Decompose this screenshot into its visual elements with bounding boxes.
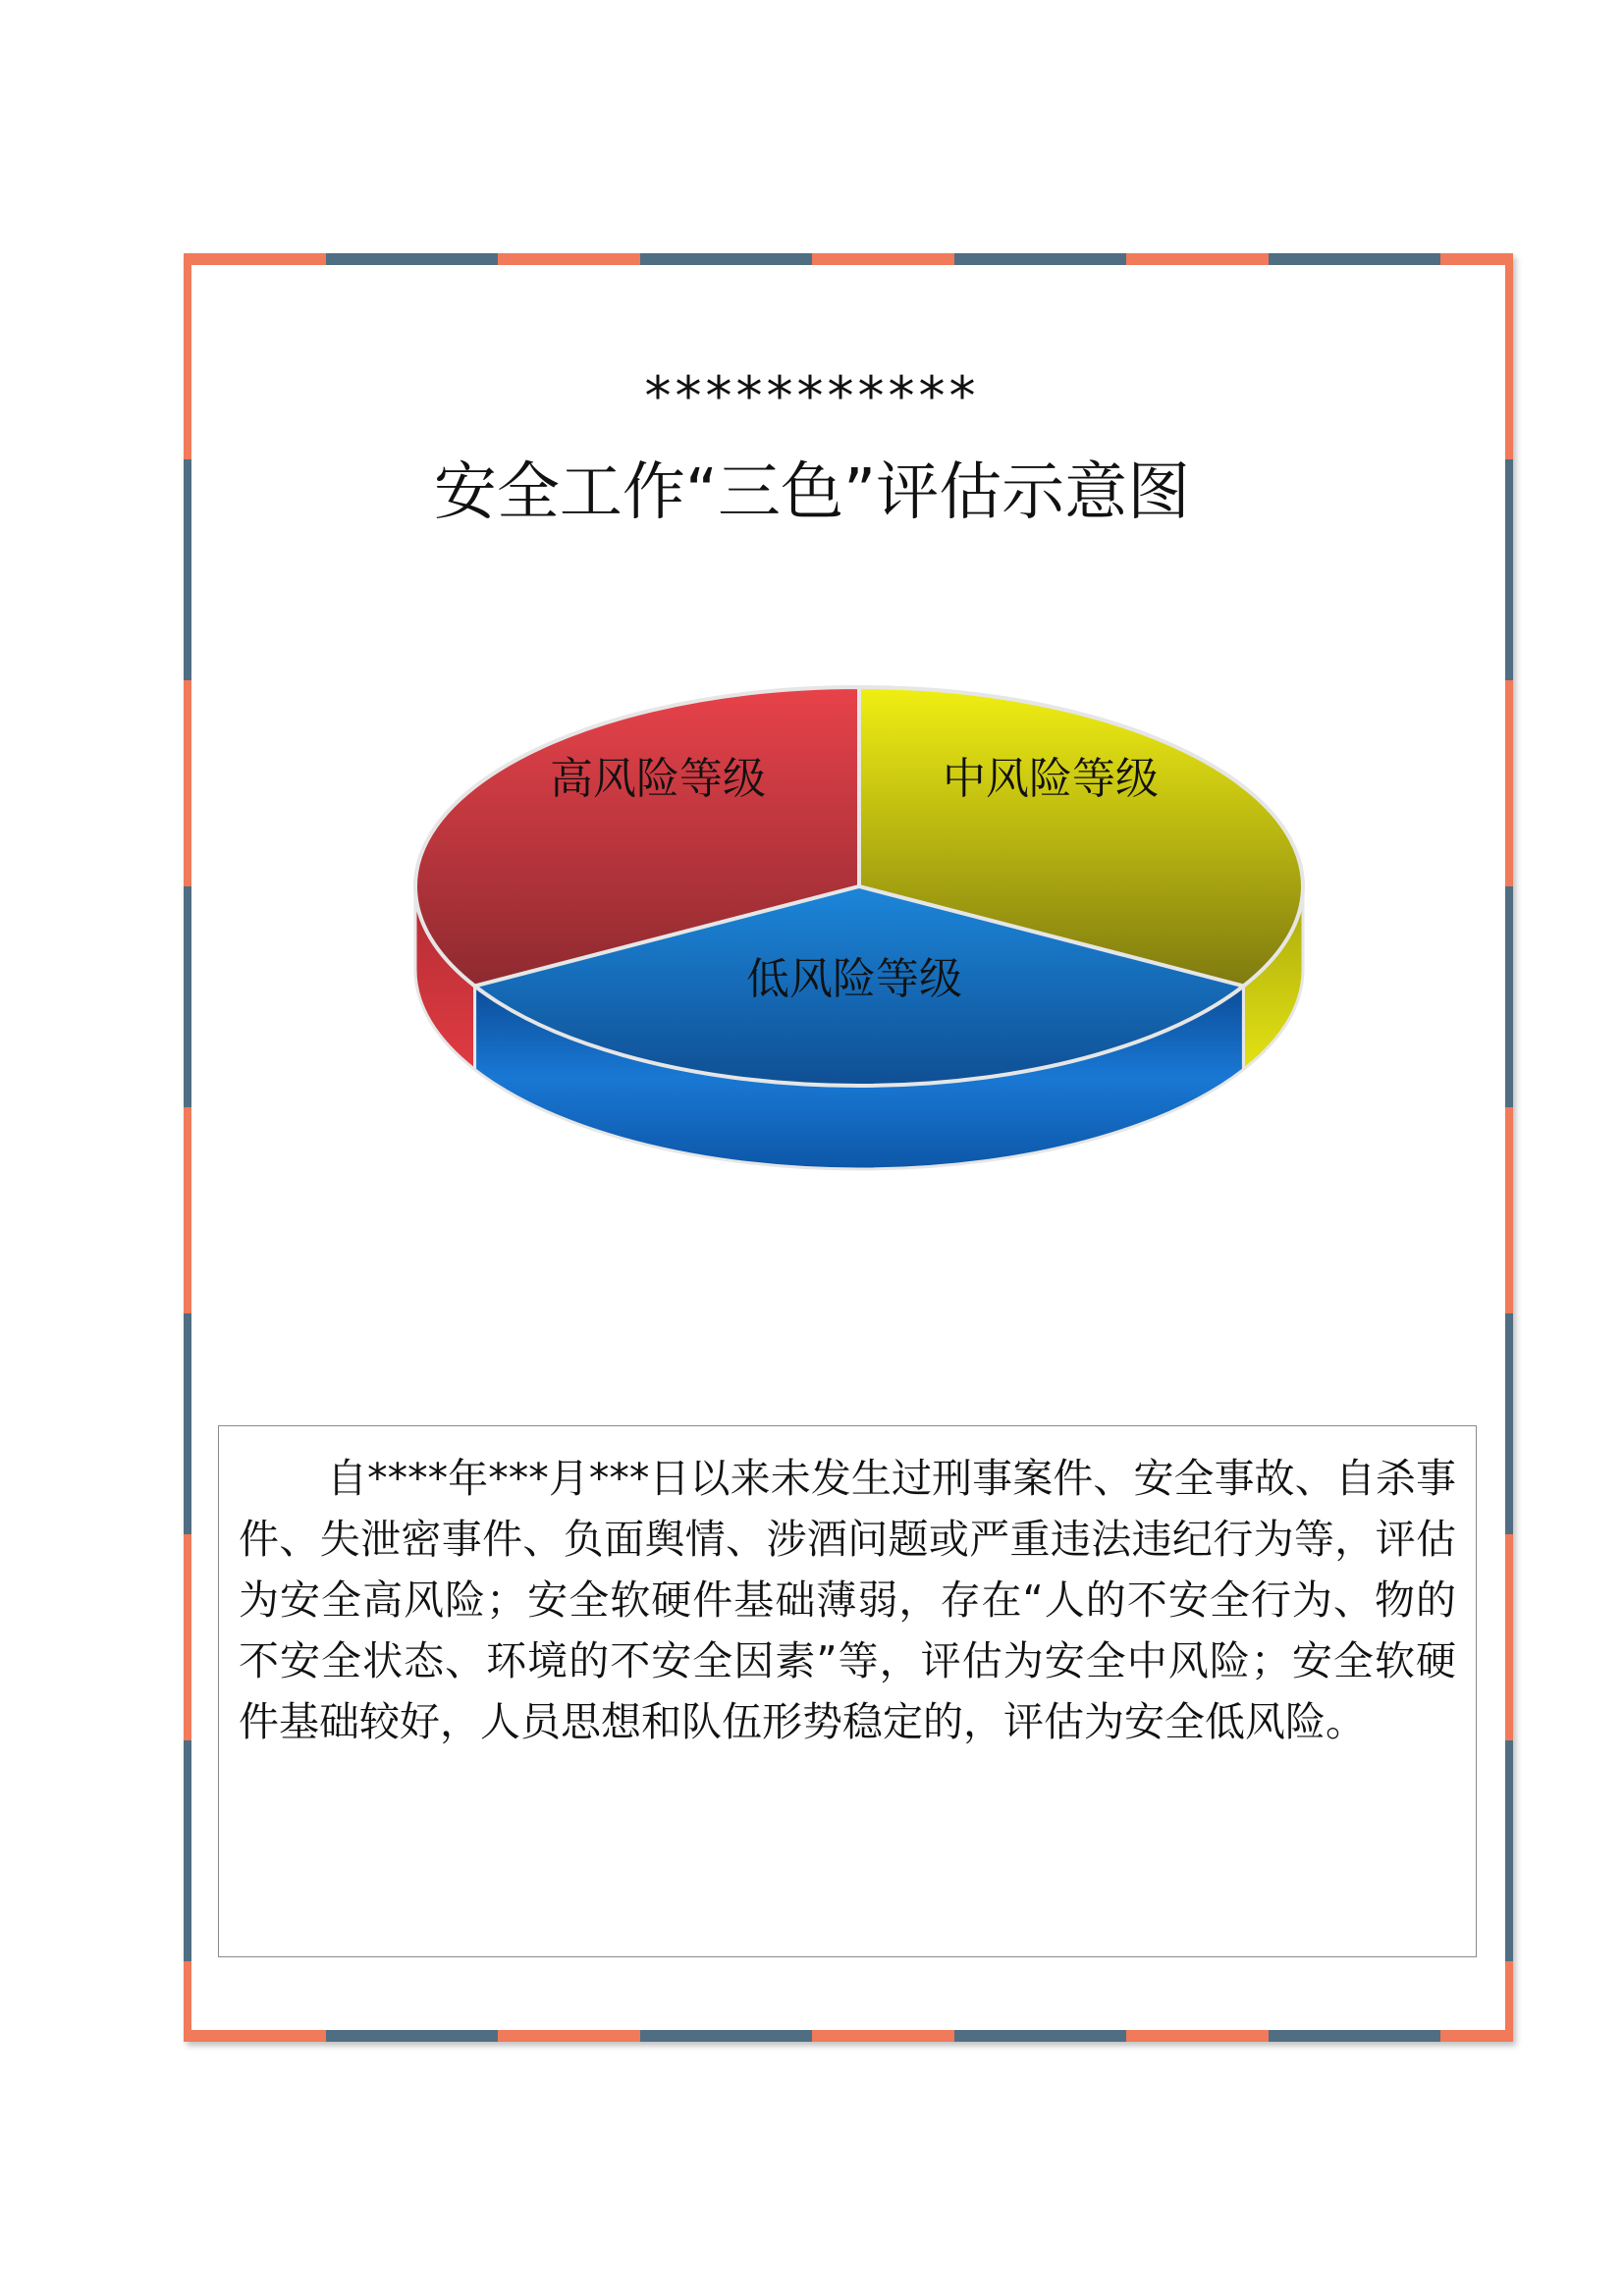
description-text: 自****年***月***日以来未发生过刑事案件、安全事故、自杀事件、失泄密事件、负面舆情、涉酒问题或严重违法违纪行为等，评估为安全高风险；安全软硬件基础薄弱，存在“人的不安全行为、物的不安全状态、环境的不安全因素”等，评估为安全中风险；安全软硬件基础较好，人员思想和队伍形势稳定的，评估为安全低风险。	[239, 1455, 1456, 1745]
description-box	[218, 1425, 1477, 1957]
page-subtitle: ***********	[644, 365, 980, 427]
border-bottom-stripe	[184, 2030, 1513, 2042]
risk-pie-chart	[403, 667, 1326, 1217]
page-title: 安全工作“三色”评估示意图	[433, 456, 1191, 529]
pie-label-1: 高风险等级	[550, 754, 766, 804]
pie-label-2: 中风险等级	[943, 754, 1159, 804]
border-top-stripe	[184, 253, 1513, 265]
pie-label-3: 低风险等级	[746, 954, 962, 1004]
